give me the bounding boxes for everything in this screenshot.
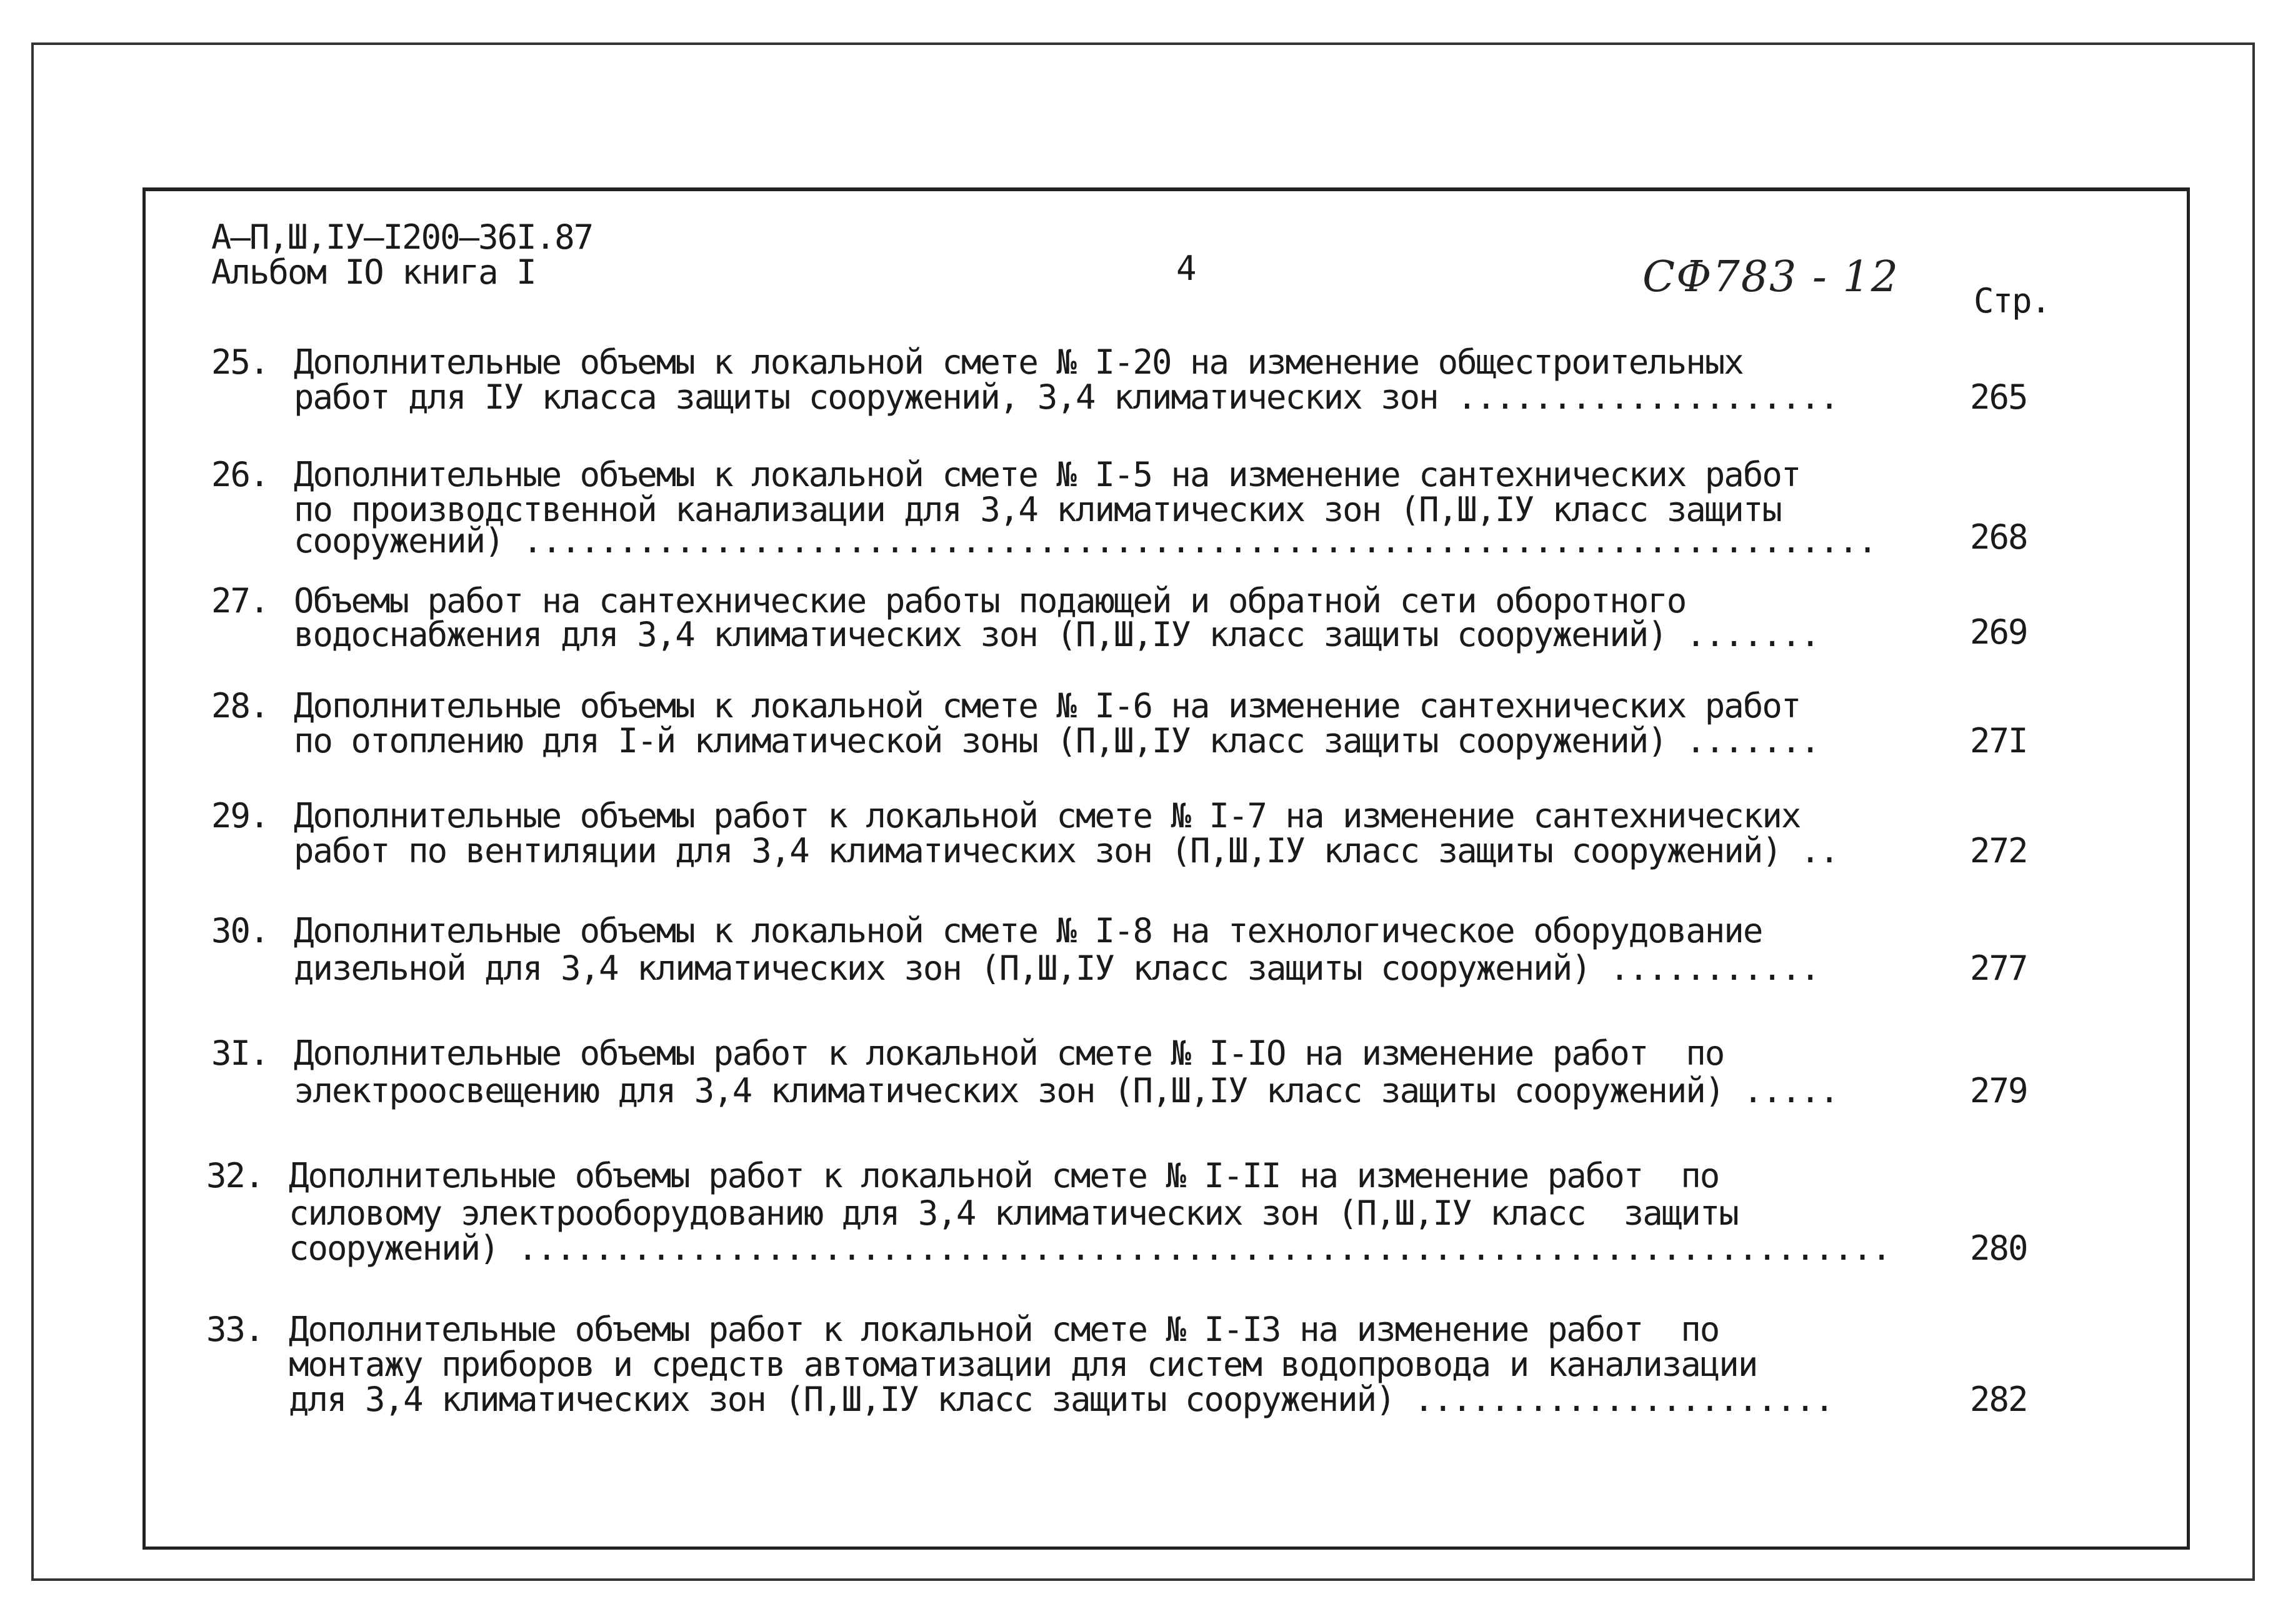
- entry-line: водоснабжения для 3,4 климатических зон (П,Ш,IУ класс защиты сооружений) .......: [294, 615, 1819, 654]
- entry-number: 32.: [206, 1156, 264, 1195]
- entry-page-ref: 272: [1970, 831, 2027, 870]
- entry-line: Дополнительные объемы работ к локальной смете № I-I3 на изменение работ по: [289, 1310, 1719, 1349]
- entry-number: 27.: [211, 581, 269, 620]
- handwritten-stamp: СФ783 - 12: [1642, 252, 1899, 302]
- entry-line: для 3,4 климатических зон (П,Ш,IУ класс защиты сооружений) ......................: [289, 1380, 1834, 1419]
- entry-page-ref: 269: [1970, 612, 2027, 652]
- entry-page-ref: 277: [1970, 949, 2027, 988]
- page-column-label: Стр.: [1974, 281, 2051, 321]
- entry-line: по отоплению для I-й климатической зоны (П,Ш,IУ класс защиты сооружений) .......: [294, 721, 1819, 760]
- entry-line: силовому электрооборудованию для 3,4 климатических зон (П,Ш,IУ класс защиты: [289, 1193, 1738, 1233]
- doc-code: А–П,Ш,IУ–I200–36I.87: [211, 217, 593, 257]
- entry-line: Объемы работ на сантехнические работы подающей и обратной сети оборотного: [294, 581, 1686, 620]
- entry-line: электроосвещению для 3,4 климатических зон (П,Ш,IУ класс защиты сооружений) .....: [294, 1071, 1839, 1110]
- entry-line: Дополнительные объемы к локальной смете № I-20 на изменение общестроительных: [294, 342, 1743, 382]
- entry-number: 25.: [211, 342, 269, 382]
- entry-number: 26.: [211, 455, 269, 494]
- page-number: 4: [1176, 249, 1196, 288]
- album-label: Альбом IO книга I: [211, 252, 536, 292]
- entry-line: по производственной канализации для 3,4 климатических зон (П,Ш,IУ класс защиты: [294, 490, 1781, 529]
- entry-line: сооружений) ........................................................................: [289, 1228, 1891, 1268]
- entry-number: 28.: [211, 686, 269, 725]
- entry-line: дизельной для 3,4 климатических зон (П,Ш,IУ класс защиты сооружений) ...........: [294, 949, 1819, 988]
- entry-page-ref: 268: [1970, 517, 2027, 557]
- entry-line: сооружений) .......................................................................: [294, 521, 1877, 560]
- entry-number: 29.: [211, 796, 269, 835]
- entry-line: работ для IУ класса защиты сооружений, 3,4 климатических зон ....................: [294, 377, 1839, 417]
- entry-page-ref: 280: [1970, 1228, 2027, 1268]
- entry-line: Дополнительные объемы к локальной смете № I-8 на технологическое оборудование: [294, 911, 1762, 950]
- entry-line: Дополнительные объемы работ к локальной смете № I-II на изменение работ по: [289, 1156, 1719, 1195]
- entry-number: 3I.: [211, 1034, 269, 1073]
- entry-line: Дополнительные объемы к локальной смете № I-5 на изменение сантехнических работ: [294, 455, 1801, 494]
- entry-number: 30.: [211, 911, 269, 950]
- entry-line: Дополнительные объемы работ к локальной смете № I-IO на изменение работ по: [294, 1034, 1724, 1073]
- entry-line: Дополнительные объемы работ к локальной смете № I-7 на изменение сантехнических: [294, 796, 1801, 835]
- entry-page-ref: 27I: [1970, 721, 2027, 760]
- entry-page-ref: 265: [1970, 377, 2027, 417]
- entry-line: монтажу приборов и средств автоматизации для систем водопровода и канализации: [289, 1345, 1757, 1384]
- entry-line: Дополнительные объемы к локальной смете № I-6 на изменение сантехнических работ: [294, 686, 1801, 725]
- entry-page-ref: 282: [1970, 1380, 2027, 1419]
- entry-page-ref: 279: [1970, 1071, 2027, 1110]
- entry-number: 33.: [206, 1310, 264, 1349]
- entry-line: работ по вентиляции для 3,4 климатических зон (П,Ш,IУ класс защиты сооружений) ..: [294, 831, 1839, 870]
